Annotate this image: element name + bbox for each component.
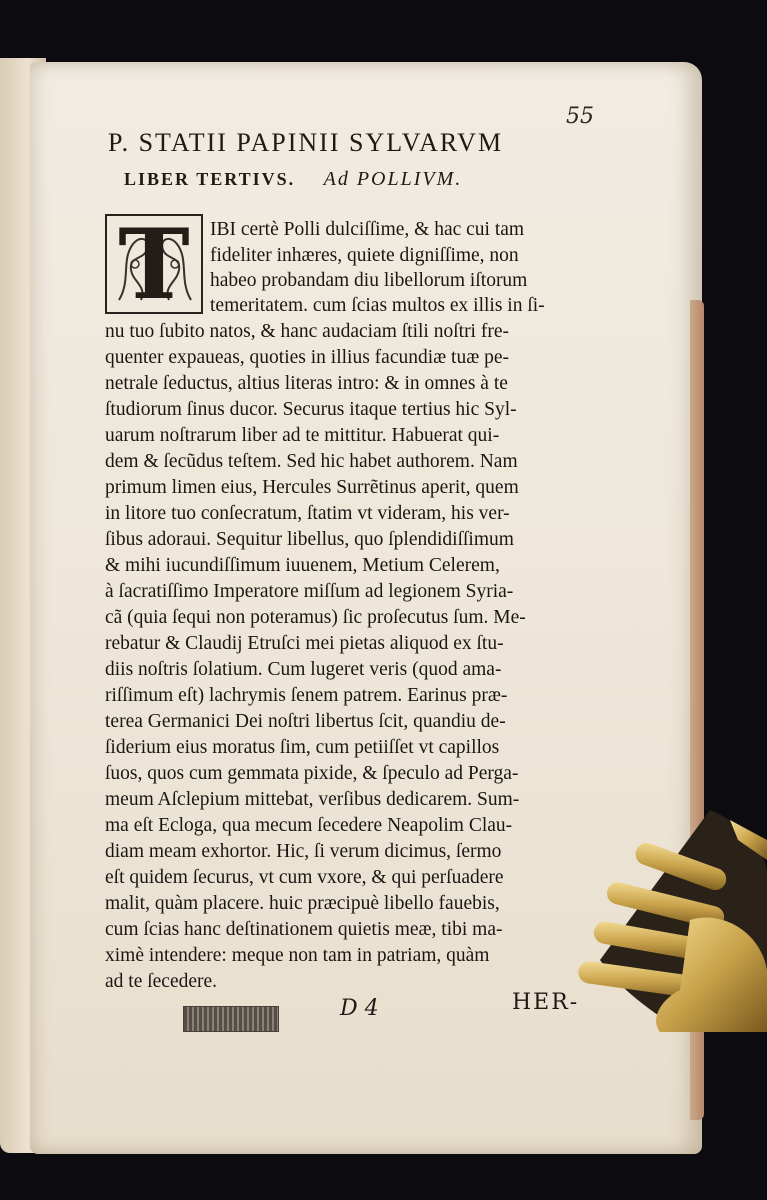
text-line: à ſacratiſſimo Imperatore miſſum ad legionem Syria- xyxy=(105,581,514,602)
text-line: dem & ſecũdus teſtem. Sed hic habet authorem. Nam xyxy=(105,451,518,472)
running-title: P. STATII PAPINII SYLVARVM xyxy=(108,128,504,157)
text-line: cum ſcias hanc deſtinationem quietis meæ, tibi ma- xyxy=(105,919,503,940)
running-subtitle xyxy=(124,168,462,191)
catchword: HER- xyxy=(512,990,580,1015)
text-line: cã (quia ſequi non poteramus) ſic proſecutus ſum. Me- xyxy=(105,607,526,628)
text-line: habeo probandam diu libellorum iſtorum xyxy=(210,270,528,291)
brass-hand-page-holder-icon xyxy=(560,800,767,1040)
decorated-initial xyxy=(105,208,203,321)
text-line: IBI certè Polli dulciſſime, & hac cui tam xyxy=(210,219,525,240)
text-line: netrale ſeductus, altius literas intro: & in omnes à te xyxy=(105,373,508,394)
text-line: ſtudiorum ſinus ducor. Securus itaque tertius hic Syl- xyxy=(105,399,517,420)
text-line: quenter expaueas, quoties in illius facundiæ tuæ pe- xyxy=(105,347,509,368)
text-line: fideliter inhæres, quiete digniſſime, non xyxy=(210,245,519,266)
text-line: in litore tuo conſecratum, ſtatim vt videram, his ver- xyxy=(105,503,510,524)
text-line: ſiderium eius moratus ſim, cum petiiſſet vt capillos xyxy=(105,737,500,758)
text-line: & mihi iucundiſſimum iuuenem, Metium Celerem, xyxy=(105,555,500,576)
text-line: ad te ſecedere. xyxy=(105,971,218,992)
text-line: terea Germanici Dei noſtri libertus ſcit, quandiu de- xyxy=(105,711,506,732)
text-line: rebatur & Claudij Etruſci mei pietas aliquod ex ſtu- xyxy=(105,633,504,654)
text-line: ximè intendere: meque non tam in patriam, quàm xyxy=(105,945,490,966)
text-line: nu tuo ſubito natos, & hanc audaciam ſtili noſtri fre- xyxy=(105,321,509,342)
text-line: malit, quàm placere. huic præcipuè libello fauebis, xyxy=(105,893,500,914)
initial-letter: T xyxy=(118,208,190,321)
text-line: uarum noſtrarum liber ad te mittitur. Habuerat qui- xyxy=(105,425,500,446)
text-line: eſt quidem ſecurus, vt cum vxore, & qui perſuadere xyxy=(105,867,504,888)
text-line: riſſimum eſt) lachrymis ſenem patrem. Earinus præ- xyxy=(105,685,508,706)
text-line: ſuos, quos cum gemmata pixide, & ſpeculo ad Perga- xyxy=(105,763,519,784)
text-line: ſibus adoraui. Sequitur libellus, quo ſplendidiſſimum xyxy=(105,529,514,550)
text-line: meum Aſclepium mittebat, verſibus dedicarem. Sum- xyxy=(105,789,520,810)
text-line: diam meam exhortor. Hic, ſi verum dicimus, ſermo xyxy=(105,841,502,862)
text-line: ma eſt Ecloga, qua mecum ſecedere Neapolim Clau- xyxy=(105,815,513,836)
library-stamp xyxy=(183,1006,279,1032)
text-line: primum limen eius, Hercules Surrẽtinus aperit, quem xyxy=(105,477,519,498)
page-number: 55 xyxy=(566,104,594,129)
book-label: LIBER TERTIVS. xyxy=(124,169,296,189)
dedication-label: Ad POLLIVM. xyxy=(323,168,463,190)
text-line: temeritatem. cum ſcias multos ex illis in ſi- xyxy=(210,295,545,316)
text-line: diis noſtris ſolatium. Cum lugeret veris (quod ama- xyxy=(105,659,502,680)
signature-mark: D 4 xyxy=(340,996,379,1021)
